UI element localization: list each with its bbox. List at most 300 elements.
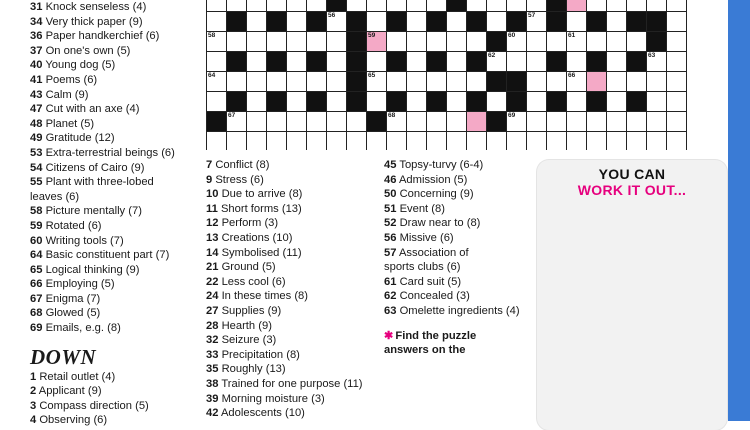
clue-item [206, 377, 384, 392]
clue-item [30, 263, 210, 278]
clue-item [206, 392, 384, 407]
grid-cell[interactable] [387, 132, 407, 151]
grid-cell[interactable] [427, 112, 447, 132]
clue-item [384, 173, 534, 188]
clue-number: 35 [206, 363, 219, 376]
grid-cell[interactable] [607, 0, 627, 12]
grid-cell[interactable] [627, 32, 647, 52]
grid-cell[interactable] [487, 52, 507, 72]
grid-block-cell [627, 12, 647, 32]
grid-cell[interactable] [307, 72, 327, 92]
clue-text: Roughly (13) [221, 363, 286, 376]
grid-cell-number: 58 [208, 32, 216, 39]
grid-table [206, 0, 687, 150]
grid-cell[interactable] [267, 0, 287, 12]
clue-text: Planet (5) [45, 117, 95, 130]
clue-number: 10 [206, 188, 219, 201]
grid-cell[interactable] [327, 92, 347, 112]
grid-cell[interactable] [427, 132, 447, 151]
grid-block-cell [347, 72, 367, 92]
clue-number: 48 [30, 117, 43, 130]
grid-block-cell [587, 52, 607, 72]
clue-number: 53 [30, 146, 43, 159]
clue-item [30, 277, 210, 292]
grid-cell[interactable] [527, 12, 547, 32]
clue-number: 51 [384, 202, 397, 215]
clue-number: 3 [30, 399, 37, 412]
clue-item [206, 173, 384, 188]
clue-item [206, 333, 384, 348]
grid-cell[interactable] [667, 52, 687, 72]
grid-cell[interactable] [227, 0, 247, 12]
star-icon: ✱ [384, 329, 394, 342]
grid-cell[interactable] [567, 112, 587, 132]
grid-cell[interactable] [267, 72, 287, 92]
grid-cell[interactable] [647, 92, 667, 112]
grid-block-cell [267, 92, 287, 112]
grid-cell[interactable] [427, 72, 447, 92]
grid-cell[interactable] [367, 132, 387, 151]
grid-cell[interactable] [467, 72, 487, 92]
grid-cell[interactable] [507, 112, 527, 132]
clue-text: On one's own (5) [45, 44, 131, 57]
clue-number: 66 [30, 278, 43, 291]
clue-text: Seizure (3) [221, 334, 277, 347]
grid-block-cell [307, 52, 327, 72]
grid-cell-number: 60 [508, 32, 516, 39]
clue-text: Basic constituent part (7) [45, 249, 170, 262]
clue-item [384, 246, 534, 261]
clue-number: 36 [30, 30, 43, 43]
grid-block-cell [427, 12, 447, 32]
clue-item [384, 289, 534, 304]
clue-item [206, 289, 384, 304]
clue-text: Card suit (5) [399, 275, 462, 288]
clue-number: 69 [30, 322, 43, 335]
grid-cell[interactable] [507, 0, 527, 12]
grid-cell[interactable] [587, 32, 607, 52]
clue-text: Omelette ingredients (4) [399, 304, 520, 317]
grid-cell[interactable] [267, 32, 287, 52]
grid-cell[interactable] [647, 0, 667, 12]
grid-cell[interactable] [327, 72, 347, 92]
grid-cell[interactable] [567, 52, 587, 72]
grid-cell[interactable] [287, 32, 307, 52]
clue-item [206, 275, 384, 290]
grid-cell[interactable] [527, 112, 547, 132]
grid-cell[interactable] [247, 32, 267, 52]
grid-cell[interactable] [527, 132, 547, 151]
down-clue-list-2 [206, 158, 384, 421]
grid-cell[interactable] [387, 72, 407, 92]
clue-number: 21 [206, 261, 219, 274]
clue-item [206, 231, 384, 246]
grid-cell[interactable] [407, 52, 427, 72]
grid-cell[interactable] [667, 132, 687, 151]
grid-cell[interactable] [627, 72, 647, 92]
grid-cell[interactable] [567, 92, 587, 112]
grid-block-cell [547, 12, 567, 32]
grid-cell[interactable] [367, 12, 387, 32]
grid-cell[interactable] [307, 132, 327, 151]
grid-block-cell [267, 52, 287, 72]
clue-item [30, 131, 210, 146]
grid-cell[interactable] [667, 112, 687, 132]
grid-cell[interactable] [607, 112, 627, 132]
clue-text: Cut with an axe (4) [45, 103, 140, 116]
grid-cell-number: 59 [368, 32, 376, 39]
grid-block-cell [227, 52, 247, 72]
grid-cell[interactable] [627, 112, 647, 132]
grid-cell[interactable] [487, 12, 507, 32]
grid-cell[interactable] [547, 72, 567, 92]
clue-text: Hearth (9) [221, 319, 272, 332]
grid-cell[interactable] [607, 92, 627, 112]
grid-cell[interactable] [287, 132, 307, 151]
grid-cell[interactable] [367, 0, 387, 12]
grid-cell-number: 68 [388, 112, 396, 119]
grid-cell[interactable] [327, 132, 347, 151]
clue-item [30, 29, 210, 44]
grid-cell[interactable] [327, 32, 347, 52]
grid-cell[interactable] [647, 52, 667, 72]
clue-number: 32 [206, 334, 219, 347]
grid-cell[interactable] [667, 12, 687, 32]
grid-row [207, 132, 687, 151]
clue-text: Stress (6) [215, 173, 264, 186]
grid-cell[interactable] [447, 112, 467, 132]
clue-item [384, 158, 534, 173]
clue-item [206, 260, 384, 275]
clue-item [30, 73, 210, 88]
clue-item [30, 173, 213, 190]
grid-block-cell [307, 12, 327, 32]
grid-cell[interactable] [207, 52, 227, 72]
grid-cell[interactable] [467, 0, 487, 12]
grid-cell[interactable] [667, 32, 687, 52]
grid-cell[interactable] [607, 72, 627, 92]
clue-number: 39 [206, 392, 219, 405]
grid-cell[interactable] [667, 92, 687, 112]
grid-cell[interactable] [527, 72, 547, 92]
clue-text: leaves (6) [30, 190, 80, 203]
grid-cell[interactable] [447, 72, 467, 92]
grid-cell[interactable] [567, 32, 587, 52]
grid-cell[interactable] [447, 92, 467, 112]
clue-number: 50 [384, 188, 397, 201]
grid-cell[interactable] [447, 52, 467, 72]
clue-text: Concerning (9) [399, 188, 474, 201]
grid-block-cell [467, 92, 487, 112]
clue-item [30, 146, 210, 161]
grid-cell[interactable] [367, 92, 387, 112]
grid-cell[interactable] [467, 32, 487, 52]
grid-cell[interactable] [627, 132, 647, 151]
grid-cell[interactable] [207, 32, 227, 52]
clue-number: 4 [30, 414, 37, 427]
grid-cell[interactable] [227, 72, 247, 92]
grid-cell[interactable] [427, 32, 447, 52]
grid-highlight-cell[interactable] [367, 32, 387, 52]
clue-number: 63 [384, 304, 397, 317]
grid-cell[interactable] [247, 132, 267, 151]
grid-cell[interactable] [267, 132, 287, 151]
clue-text: Writing tools (7) [45, 234, 124, 247]
clue-text: Conflict (8) [215, 159, 270, 171]
grid-cell[interactable] [667, 0, 687, 12]
clue-item [384, 216, 534, 231]
clue-text: Association of [398, 246, 469, 259]
clue-number: 14 [206, 246, 219, 259]
grid-cell[interactable] [367, 72, 387, 92]
grid-cell[interactable] [307, 0, 327, 12]
grid-cell[interactable] [567, 72, 587, 92]
grid-cell[interactable] [647, 72, 667, 92]
clue-number: 47 [30, 103, 43, 116]
grid-cell[interactable] [547, 32, 567, 52]
clue-text: Short forms (13) [220, 202, 302, 215]
clue-number: 60 [30, 234, 43, 247]
grid-cell[interactable] [507, 32, 527, 52]
grid-cell[interactable] [247, 112, 267, 132]
grid-cell[interactable] [247, 92, 267, 112]
grid-cell[interactable] [207, 12, 227, 32]
grid-cell[interactable] [347, 132, 367, 151]
grid-cell[interactable] [207, 72, 227, 92]
grid-cell[interactable] [207, 92, 227, 112]
grid-block-cell [647, 12, 667, 32]
clue-number: 65 [30, 263, 43, 276]
clue-number: 7 [206, 159, 213, 171]
grid-cell[interactable] [487, 92, 507, 112]
clue-item [206, 406, 384, 421]
clue-number: 28 [206, 319, 219, 332]
clue-number: 55 [30, 176, 43, 189]
grid-cell[interactable] [427, 0, 447, 12]
clue-item [384, 304, 534, 319]
clue-item [30, 159, 213, 176]
clue-text: sports clubs (6) [384, 261, 461, 274]
clue-text: Admission (5) [398, 173, 468, 186]
grid-cell[interactable] [607, 12, 627, 32]
grid-cell[interactable] [527, 32, 547, 52]
grid-cell[interactable] [487, 0, 507, 12]
grid-block-cell [507, 12, 527, 32]
grid-cell[interactable] [387, 112, 407, 132]
grid-cell[interactable] [207, 0, 227, 12]
grid-cell[interactable] [407, 32, 427, 52]
clue-text: Missive (6) [399, 231, 454, 244]
grid-cell[interactable] [347, 112, 367, 132]
down-heading: DOWN [30, 344, 97, 369]
grid-cell[interactable] [527, 92, 547, 112]
grid-cell[interactable] [387, 0, 407, 12]
clue-item [30, 384, 210, 399]
grid-block-cell [467, 12, 487, 32]
grid-block-cell [487, 32, 507, 52]
clue-column-right [384, 158, 534, 358]
grid-cell-number: 66 [568, 72, 576, 79]
grid-cell[interactable] [387, 32, 407, 52]
grid-cell[interactable] [527, 0, 547, 12]
grid-cell[interactable] [667, 72, 687, 92]
clue-text: Retail outlet (4) [39, 370, 116, 383]
grid-highlight-cell[interactable] [587, 72, 607, 92]
clue-number: 2 [30, 385, 37, 398]
grid-cell[interactable] [587, 0, 607, 12]
clue-text: Employing (5) [45, 278, 115, 291]
grid-cell[interactable] [547, 112, 567, 132]
clue-number: 40 [30, 59, 43, 72]
grid-cell[interactable] [567, 12, 587, 32]
grid-cell[interactable] [627, 0, 647, 12]
grid-cell[interactable] [247, 0, 267, 12]
grid-cell[interactable] [267, 112, 287, 132]
clue-text: Paper handkerchief (6) [45, 30, 160, 43]
clue-item [206, 348, 384, 363]
answer-box-title-line-2: WORK IT OUT... [577, 182, 687, 198]
clue-text: Applicant (9) [38, 385, 102, 398]
clue-item [384, 275, 534, 290]
grid-cell[interactable] [207, 132, 227, 151]
grid-cell[interactable] [287, 112, 307, 132]
clue-text: Ground (5) [221, 261, 276, 274]
clue-text: Very thick paper (9) [45, 15, 143, 28]
grid-cell-number: 56 [328, 12, 336, 19]
grid-cell[interactable] [247, 72, 267, 92]
grid-cell[interactable] [367, 52, 387, 72]
clue-number: 54 [30, 161, 43, 174]
grid-cell[interactable] [327, 112, 347, 132]
clue-text: Plant with three-lobed [45, 176, 154, 189]
grid-cell[interactable] [407, 0, 427, 12]
grid-cell-number: 57 [528, 12, 536, 19]
grid-cell[interactable] [287, 52, 307, 72]
grid-cell[interactable] [587, 112, 607, 132]
clue-item [384, 260, 534, 275]
grid-cell[interactable] [407, 112, 427, 132]
clue-number: 37 [30, 44, 43, 57]
grid-cell[interactable] [347, 0, 367, 12]
grid-cell[interactable] [287, 0, 307, 12]
grid-block-cell [347, 32, 367, 52]
grid-cell[interactable] [247, 52, 267, 72]
grid-block-cell [267, 12, 287, 32]
clue-number: 33 [206, 348, 219, 361]
grid-cell[interactable] [287, 92, 307, 112]
clue-number: 46 [384, 173, 397, 186]
grid-cell[interactable] [407, 72, 427, 92]
grid-highlight-cell[interactable] [467, 112, 487, 132]
clue-item [30, 102, 210, 117]
grid-block-cell [387, 12, 407, 32]
grid-row [207, 52, 687, 72]
clue-number: 42 [206, 407, 219, 420]
clue-item [206, 246, 384, 261]
clue-item [30, 292, 210, 307]
grid-block-cell [347, 92, 367, 112]
clue-text: Morning moisture (3) [221, 392, 325, 405]
grid-cell[interactable] [287, 72, 307, 92]
grid-highlight-cell[interactable] [567, 0, 587, 12]
grid-block-cell [427, 52, 447, 72]
clue-number: 24 [206, 290, 219, 303]
grid-cell[interactable] [287, 12, 307, 32]
grid-cell[interactable] [227, 132, 247, 151]
grid-cell[interactable] [567, 132, 587, 151]
grid-block-cell [487, 112, 507, 132]
grid-cell[interactable] [607, 32, 627, 52]
grid-row [207, 112, 687, 132]
grid-cell[interactable] [607, 132, 627, 151]
clue-number: 67 [30, 292, 43, 305]
grid-cell[interactable] [507, 132, 527, 151]
grid-block-cell [487, 72, 507, 92]
clue-number: 31 [30, 1, 43, 13]
grid-block-cell [547, 52, 567, 72]
grid-cell[interactable] [507, 52, 527, 72]
grid-block-cell [647, 32, 667, 52]
clue-item [206, 319, 384, 334]
grid-cell[interactable] [447, 12, 467, 32]
grid-cell[interactable] [647, 112, 667, 132]
grid-cell[interactable] [327, 52, 347, 72]
grid-cell[interactable] [547, 132, 567, 151]
grid-cell[interactable] [407, 92, 427, 112]
grid-cell[interactable] [327, 12, 347, 32]
grid-cell[interactable] [487, 132, 507, 151]
grid-cell[interactable] [407, 132, 427, 151]
grid-cell[interactable] [607, 52, 627, 72]
grid-cell[interactable] [587, 132, 607, 151]
grid-cell[interactable] [527, 52, 547, 72]
grid-block-cell [307, 92, 327, 112]
grid-block-cell [507, 72, 527, 92]
clue-item [206, 362, 384, 377]
grid-cell[interactable] [447, 32, 467, 52]
grid-cell[interactable] [307, 112, 327, 132]
clue-text: Draw near to (8) [399, 217, 481, 230]
grid-cell[interactable] [247, 12, 267, 32]
clue-item [30, 58, 210, 73]
clue-item [206, 158, 384, 173]
clue-text: Glowed (5) [45, 307, 101, 320]
clue-text: Trained for one purpose (11) [221, 377, 363, 390]
clue-item [384, 202, 534, 217]
clue-number: 41 [30, 73, 43, 86]
grid-cell[interactable] [647, 132, 667, 151]
crossword-grid [206, 0, 720, 150]
clue-item [206, 304, 384, 319]
clue-number: 64 [30, 249, 43, 262]
grid-cell[interactable] [307, 32, 327, 52]
answer-box-title-line-1: YOU CAN [598, 166, 666, 182]
clue-text: Citizens of Cairo (9) [45, 161, 145, 174]
grid-cell[interactable] [227, 112, 247, 132]
grid-cell[interactable] [227, 32, 247, 52]
grid-block-cell [547, 0, 567, 12]
answer-box [537, 160, 727, 430]
clue-item [30, 399, 210, 414]
grid-row [207, 0, 687, 12]
clue-text: Topsy-turvy (6-4) [399, 159, 484, 171]
clue-item [206, 187, 384, 202]
grid-cell[interactable] [467, 132, 487, 151]
grid-cell[interactable] [407, 12, 427, 32]
grid-cell[interactable] [447, 132, 467, 151]
clue-number: 43 [30, 88, 43, 101]
clue-text: Poems (6) [45, 73, 98, 86]
